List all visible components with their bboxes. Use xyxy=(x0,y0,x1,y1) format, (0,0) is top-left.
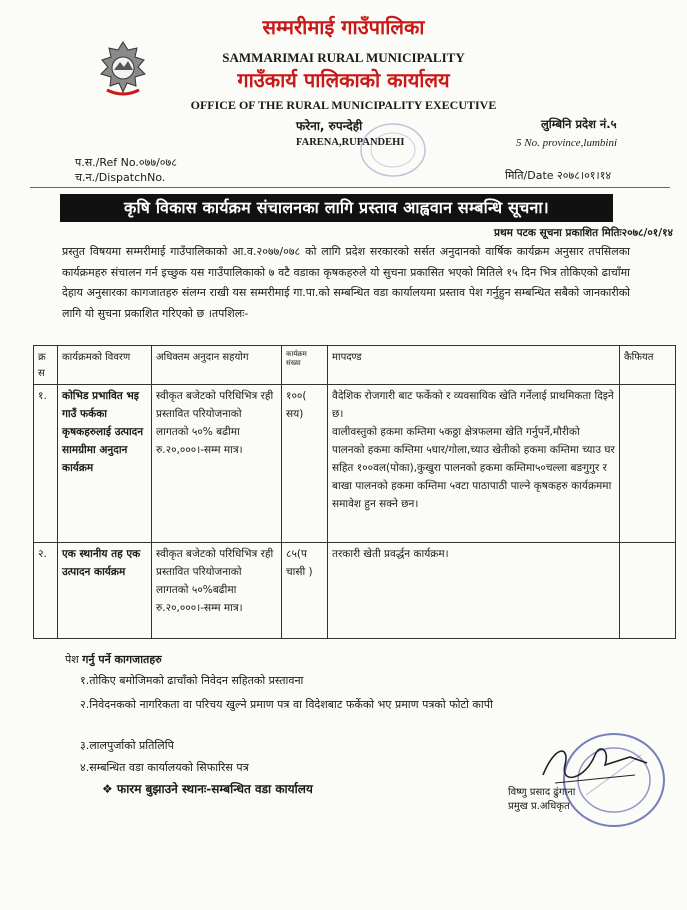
issue-date: मिति/Date २०७८।०१।१४ xyxy=(505,169,612,182)
province-np: लुम्बिनि प्रदेश नं.५ xyxy=(541,117,617,131)
municipality-name-np: सम्मरीमाई गाउँपालिका xyxy=(262,15,425,39)
col-header-program: कार्यक्रमको विवरण xyxy=(58,346,152,385)
office-name-en: OFFICE OF THE RURAL MUNICIPALITY EXECUTIVE xyxy=(190,98,497,112)
row-remarks xyxy=(620,543,676,639)
col-header-sn: क्र स xyxy=(34,346,58,385)
requirements-title xyxy=(65,652,162,667)
table-header-row xyxy=(34,346,676,385)
office-stamp-icon xyxy=(345,112,435,182)
requirement-item: १.तोकिए बमोजिमको ढाचाँको निवेदन सहितको प्रस्तावना xyxy=(80,674,304,687)
row-grant: स्वीकृत बजेटको परिधिभित्र रही प्रस्तावित परियोजनाको लागतको ५०% बढीमा रु.२०,०००।-सम्म मात्र। xyxy=(152,385,282,543)
row-program: कोभिड प्रभावित भइ गाउँ फर्कका कृषकहरुलाई उत्पादन सामग्रीमा अनुदान कार्यक्रम xyxy=(58,385,152,543)
table-row xyxy=(34,385,676,543)
table-row xyxy=(34,543,676,639)
requirement-item: ३.लालपुर्जाको प्रतिलिपि xyxy=(80,739,174,752)
signatory-name: विष्णु प्रसाद ढुंगाना xyxy=(508,787,576,798)
requirements-title-bold: गर्नु पर्ने कागजातहरु xyxy=(82,653,162,666)
requirement-item: २.निवेदनकको नागरिकता वा परिचय खुल्ने प्रमाण पत्र वा विदेशबाट फर्केको भए प्रमाण पत्रको फोटो कापी xyxy=(80,698,493,711)
row-program: एक स्थानीय तह एक उत्पादन कार्यक्रम xyxy=(58,543,152,639)
submission-location: ❖ फारम बुझाउने स्थानः-सम्बन्धित वडा कार्यालय xyxy=(102,782,313,796)
criteria-line: तरकारी खेती प्रवर्द्धन कार्यक्रम। xyxy=(332,548,449,560)
row-count: ८५(प चासी ) xyxy=(282,543,328,639)
row-count: १००( सय) xyxy=(282,385,328,543)
row-criteria xyxy=(328,543,620,639)
row-remarks xyxy=(620,385,676,543)
header-divider xyxy=(30,187,670,188)
reference-number: प.स./Ref No.०७७/०७८ xyxy=(75,156,177,169)
requirement-item: ४.सम्बन्धित वडा कार्यालयको सिफारिस पत्र xyxy=(80,761,249,774)
municipality-name-en: SAMMARIMAI RURAL MUNICIPALITY xyxy=(222,50,465,65)
row-sn: १. xyxy=(34,385,58,543)
row-sn: २. xyxy=(34,543,58,639)
office-name-np: गाउँकार्य पालिकाको कार्यालय xyxy=(237,68,450,92)
col-header-count: कार्यक्रम संख्या xyxy=(282,346,328,385)
signature-icon xyxy=(535,735,655,790)
address-np: फरेना, रुपन्देही xyxy=(296,119,363,133)
col-header-grant: अधिक्तम अनुदान सहयोग xyxy=(152,346,282,385)
notice-title: कृषि विकास कार्यक्रम संचालनका लागि प्रस्ताव आह्ववान सम्बन्धि सूचना। xyxy=(60,194,613,222)
criteria-line: वालीवस्तुको हकमा कम्तिमा ५कठ्ठा क्षेत्रफलमा खेति गर्नुपर्ने,मौरीको पालनको हकमा कम्तिमा ५घार/गोला,च्याउ खेतीको हकमा कम्तिमा च्याउ घर सहित १००वल(पोका),कुखुरा पालनको हकमा कम्तिमा५०चल्ला बङगुगुर र बाखा पालनको हकमा कम्तिमा ५वटा पाठापाठी पाल्ने कृषकहरु कार्यक्रममा समावेश हुन सक्ने छन। xyxy=(332,426,615,510)
signatory-title: प्रमुख प्र.अधिकृत xyxy=(508,801,570,812)
col-header-criteria: मापदण्ड xyxy=(328,346,620,385)
notice-intro: प्रस्तुत विषयमा सम्मरीमाई गाउँपालिकाको आ.व.२०७७/०७८ को लागि प्रदेश सरकारको सर्सत अनुदानको वार्षिक कार्यक्रम अनुसार तपसिलका कार्यक्रमहरु संचालन गर्न इच्छुक यस गाउँपालिकाको ७ वटै वडाका कृषकहरुले यो सुचना प्रकासित भएको मितिले १५ दिन भित्र तोकिएको ढाचाँमा देहाय अनुसारका कागजातहरु संलग्न राखी यस सम्मरीमाई गा.पा.को सम्बन्धित वडा कार्यालयमा प्रस्ताव पेश गर्नुहुन सम्बन्धित सबैको जानकारीको लागि यो सुचना प्रकाशित गरिएको छ ।तपशिलः- xyxy=(62,245,630,320)
row-grant: स्वीकृत बजेटको परिधिभित्र रही प्रस्तावित परियोजनाको लागतको ५०%बढीमा रु.२०,०००।-सम्म मात्र। xyxy=(152,543,282,639)
criteria-line: वैदेशिक रोजगारी बाट फर्केको र व्यवसायिक खेति गर्नेलाई प्राथमिकता दिइने छ। xyxy=(332,390,614,420)
row-criteria xyxy=(328,385,620,543)
address-en: FARENA,RUPANDEHI xyxy=(296,137,405,148)
col-header-remarks: कैफियत xyxy=(620,346,676,385)
dispatch-number: च.न./DispatchNo. xyxy=(75,171,166,184)
province-en: 5 No. province,lumbini xyxy=(516,137,618,149)
program-table xyxy=(33,345,676,639)
requirements-title-pre: पेश xyxy=(65,653,79,666)
publication-date: प्रथम पटक सूचना प्रकाशित मितिः२०७८/०१/१४ xyxy=(494,227,673,239)
